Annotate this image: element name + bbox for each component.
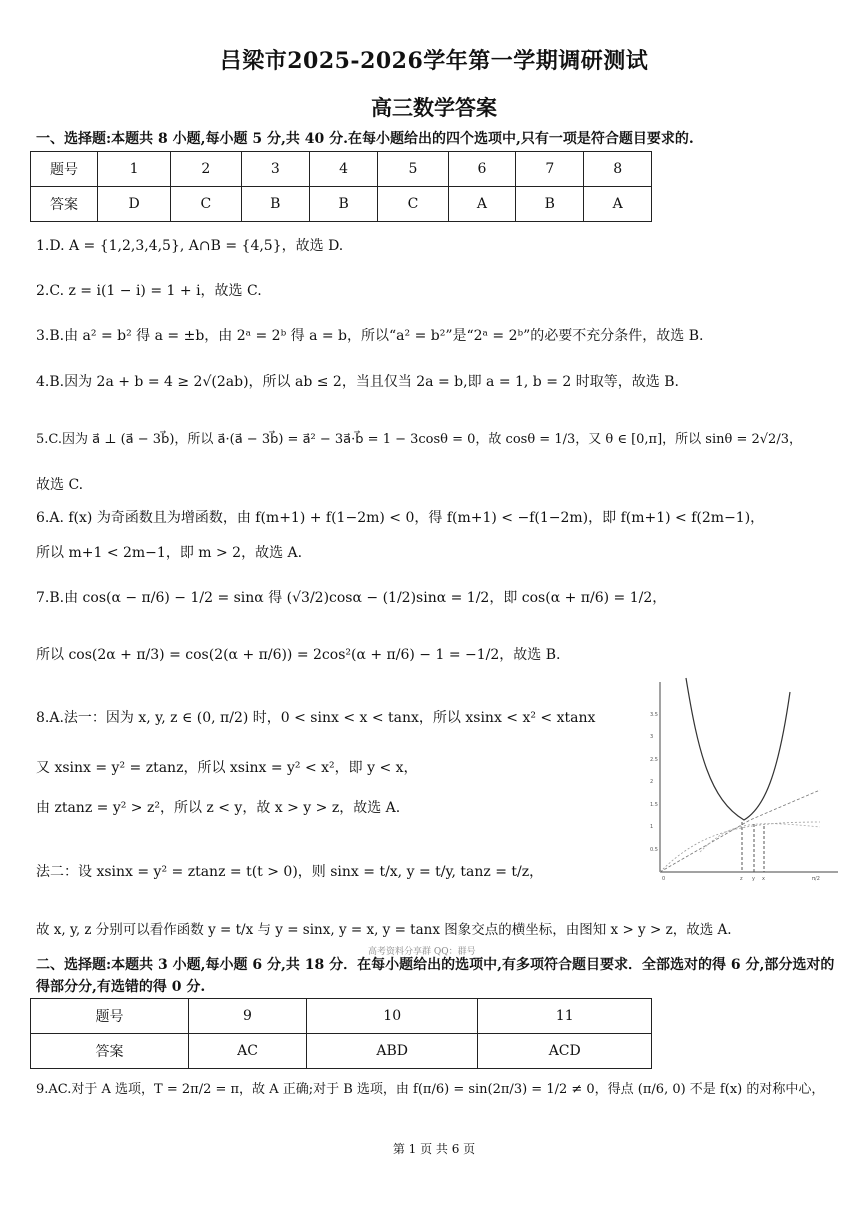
table-cell: B	[309, 187, 377, 222]
section1-heading: 一、选择题:本题共 8 小题,每小题 5 分,共 40 分.在每小题给出的四个选项中,只有一项是符合题目要求的.	[36, 131, 694, 147]
table-row	[31, 999, 652, 1034]
solution-8-conclusion: 故 x, y, z 分别可以看作函数 y = t/x 与 y = sinx, y = x, y = tanx 图象交点的横坐标，由图知 x > y > z，故选 A.	[36, 922, 732, 938]
curve-sin	[660, 822, 820, 872]
table-cell: B	[516, 187, 584, 222]
answer-table-2	[30, 998, 652, 1069]
solution-8-method1: 8.A.法一：因为 x, y, z ∈ (0, π/2) 时，0 < sinx < x < tanx，所以 xsinx < x² < xtanx	[36, 710, 596, 726]
row-label-question: 题号	[31, 999, 189, 1034]
y-tick-label: 2.5	[650, 757, 658, 763]
y-tick-label: 3.5	[650, 712, 658, 718]
x-tick-label: x	[762, 876, 765, 882]
table-cell: 4	[309, 152, 377, 187]
line-y-equals-x	[660, 790, 820, 872]
x-tick-label: 0	[662, 876, 666, 882]
solution-9: 9.AC.对于 A 选项，T = 2π/2 = π，故 A 正确;对于 B 选项，由 f(π/6) = sin(2π/3) = 1/2 ≠ 0，得点 (π/6, 0) 不是 f(x) 的对称中心，	[36, 1082, 825, 1097]
row-label-answer: 答案	[31, 187, 98, 222]
page-title: 吕梁市2025-2026学年第一学期调研测试	[219, 48, 649, 74]
section2-heading: 二、选择题:本题共 3 小题,每小题 6 分,共 18 分．在每小题给出的选项中,有多项符合题目要求．全部选对的得 6 分,部分选对的得部分分,有选错的得 0 分.	[36, 957, 835, 995]
solution-8-step3: 由 ztanz = y² > z²，所以 z < y，故 x > y > z，故选 A.	[36, 800, 401, 816]
solution-7: 7.B.由 cos(α − π/6) − 1/2 = sinα 得 (√3/2)cosα − (1/2)sinα = 1/2，即 cos(α + π/6) = 1/2，	[36, 590, 667, 606]
y-tick-label: 1	[650, 824, 654, 830]
y-tick-label: 1.5	[650, 802, 658, 808]
row-label-question: 题号	[31, 152, 98, 187]
table-cell: 8	[584, 152, 652, 187]
y-tick-label: 0.5	[650, 847, 658, 853]
row-label-answer: 答案	[31, 1034, 189, 1069]
table-cell: AC	[189, 1034, 307, 1069]
page-subtitle: 高三数学答案	[371, 95, 497, 120]
table-cell: 2	[171, 152, 241, 187]
page-footer: 第 1 页 共 6 页	[392, 1142, 476, 1156]
table-cell: A	[584, 187, 652, 222]
table-cell: B	[241, 187, 309, 222]
table-row	[31, 1034, 652, 1069]
solution-6: 6.A. f(x) 为奇函数且为增函数，由 f(m+1) + f(1−2m) < 0，得 f(m+1) < −f(1−2m)，即 f(m+1) < f(2m−1)，	[36, 510, 765, 526]
curve-t-over-x	[700, 824, 820, 852]
table-cell: 10	[306, 999, 477, 1034]
solution-6-cont: 所以 m+1 < 2m−1，即 m > 2，故选 A.	[36, 545, 303, 561]
solution-7-cont: 所以 cos(2α + π/3) = cos(2(α + π/6)) = 2cos²(α + π/6) − 1 = −1/2，故选 B.	[36, 647, 561, 663]
solution-8-step2: 又 xsinx = y² = ztanz，所以 xsinx = y² < x²，即 y < x，	[36, 760, 418, 776]
solution-3: 3.B.由 a² = b² 得 a = ±b，由 2ᵃ = 2ᵇ 得 a = b，所以“a² = b²”是“2ᵃ = 2ᵇ”的必要不充分条件，故选 B.	[36, 328, 704, 344]
table-row	[31, 152, 652, 187]
watermark-text: 高考资料分享群 QQ：群号	[368, 947, 476, 957]
table-cell: ACD	[478, 1034, 652, 1069]
table-cell: A	[448, 187, 515, 222]
solution-5-cont: 故选 C.	[36, 477, 84, 493]
solution-1: 1.D. A = {1,2,3,4,5}, A∩B = {4,5}，故选 D.	[36, 238, 344, 254]
table-cell: ABD	[306, 1034, 477, 1069]
function-graph	[640, 672, 840, 882]
solution-5: 5.C.因为 a⃗ ⊥ (a⃗ − 3b⃗)，所以 a⃗·(a⃗ − 3b⃗) = a⃗² − 3a⃗·b⃗ = 1 − 3cosθ = 0，故 cosθ = 1/3，又 θ ∈ [0,π]，所以 sinθ = 2√2/3，	[36, 432, 802, 447]
table-cell: C	[378, 187, 448, 222]
x-tick-label: π/2	[812, 876, 820, 882]
table-cell: D	[98, 187, 171, 222]
curve-reciprocal-tan	[686, 678, 790, 820]
table-cell: 3	[241, 152, 309, 187]
table-cell: 11	[478, 999, 652, 1034]
solution-8-method2: 法二：设 xsinx = y² = ztanz = t(t > 0)，则 sinx = t/x, y = t/y, tanz = t/z，	[36, 864, 544, 880]
table-cell: 7	[516, 152, 584, 187]
solution-2: 2.C. z = i(1 − i) = 1 + i，故选 C.	[36, 283, 262, 299]
table-cell: C	[171, 187, 241, 222]
table-cell: 5	[378, 152, 448, 187]
y-tick-label: 3	[650, 734, 654, 740]
answer-table-1	[30, 151, 652, 222]
solution-4: 4.B.因为 2a + b = 4 ≥ 2√(2ab)，所以 ab ≤ 2，当且仅当 2a = b,即 a = 1, b = 2 时取等，故选 B.	[36, 374, 679, 390]
y-tick-label: 2	[650, 779, 654, 785]
x-tick-label: y	[752, 876, 755, 882]
table-row	[31, 187, 652, 222]
x-tick-label: z	[740, 876, 743, 882]
table-cell: 1	[98, 152, 171, 187]
table-cell: 6	[448, 152, 515, 187]
table-cell: 9	[189, 999, 307, 1034]
